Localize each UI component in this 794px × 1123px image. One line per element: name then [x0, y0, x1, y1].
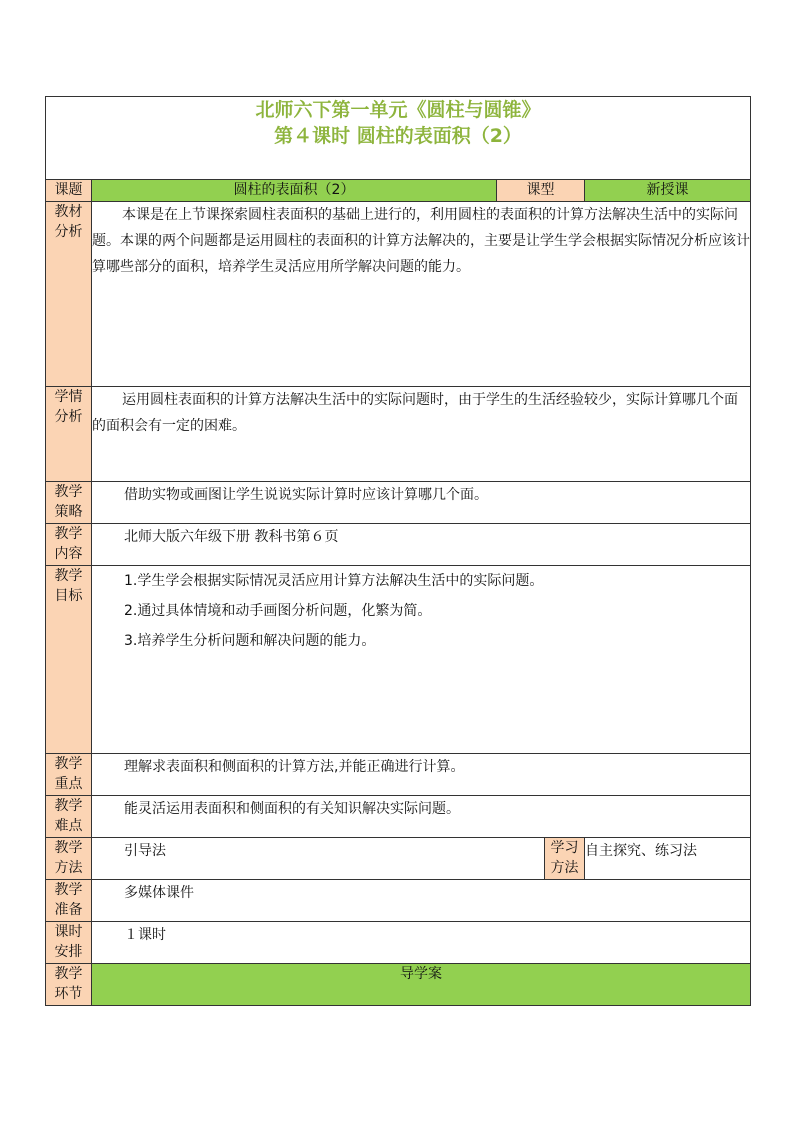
difficulty-cell	[92, 796, 751, 838]
goals-cell	[92, 566, 751, 754]
analysis-cell	[92, 202, 751, 387]
study-method-text: 自主探究、练习法	[585, 843, 697, 859]
key-label: 教学重点	[46, 754, 92, 796]
title-line-2: 第４课时 圆柱的表面积（2）	[274, 125, 522, 147]
title-line-1: 北师六下第一单元《圆柱与圆锥》	[255, 99, 541, 121]
content-text: 北师大版六年级下册 教科书第６页	[124, 529, 339, 545]
strategy-cell	[92, 482, 751, 524]
topic-label: 课题	[46, 180, 92, 202]
hours-cell	[92, 922, 751, 964]
difficulty-text: 能灵活运用表面积和侧面积的有关知识解决实际问题。	[124, 801, 460, 817]
study-method-label: 学习方法	[545, 838, 585, 880]
strategy-text: 借助实物或画图让学生说说实际计算时应该计算哪几个面。	[124, 487, 488, 503]
analysis-label: 教材分析	[46, 202, 92, 387]
steps-value: 导学案	[92, 964, 751, 1006]
title-cell	[46, 97, 751, 180]
steps-label: 教学环节	[46, 964, 92, 1006]
type-value: 新授课	[585, 180, 751, 202]
study-method-cell	[585, 838, 751, 880]
learner-cell	[92, 387, 751, 482]
analysis-text: 本课是在上节课探索圆柱表面积的基础上进行的，利用圆柱的表面积的计算方法解决生活中的实际问题。本课的两个问题都是运用圆柱的表面积的计算方法解决的，主要是让学生学会根据实际情况分析应该计算哪些部分的面积，培养学生灵活应用所学解决问题的能力。	[92, 207, 750, 275]
hours-text: １课时	[124, 927, 166, 943]
goal-item: 3.培养学生分析问题和解决问题的能力。	[124, 633, 376, 649]
goal-item: 2.通过具体情境和动手画图分析问题，化繁为简。	[124, 603, 432, 619]
strategy-label: 教学策略	[46, 482, 92, 524]
lesson-plan-table	[45, 96, 751, 1006]
learner-label: 学情分析	[46, 387, 92, 482]
key-text: 理解求表面积和侧面积的计算方法,并能正确进行计算。	[124, 759, 465, 775]
topic-value: 圆柱的表面积（2）	[92, 180, 497, 202]
prep-label: 教学准备	[46, 880, 92, 922]
method-cell	[92, 838, 545, 880]
type-label: 课型	[497, 180, 585, 202]
difficulty-label: 教学难点	[46, 796, 92, 838]
method-label: 教学方法	[46, 838, 92, 880]
goals-label: 教学目标	[46, 566, 92, 754]
prep-cell	[92, 880, 751, 922]
learner-text: 运用圆柱表面积的计算方法解决生活中的实际问题时，由于学生的生活经验较少，实际计算哪几个面的面积会有一定的困难。	[92, 392, 738, 434]
prep-text: 多媒体课件	[124, 885, 194, 901]
hours-label: 课时安排	[46, 922, 92, 964]
content-cell	[92, 524, 751, 566]
method-text: 引导法	[124, 843, 166, 859]
goal-item: 1.学生学会根据实际情况灵活应用计算方法解决生活中的实际问题。	[124, 573, 544, 589]
key-cell	[92, 754, 751, 796]
content-label: 教学内容	[46, 524, 92, 566]
